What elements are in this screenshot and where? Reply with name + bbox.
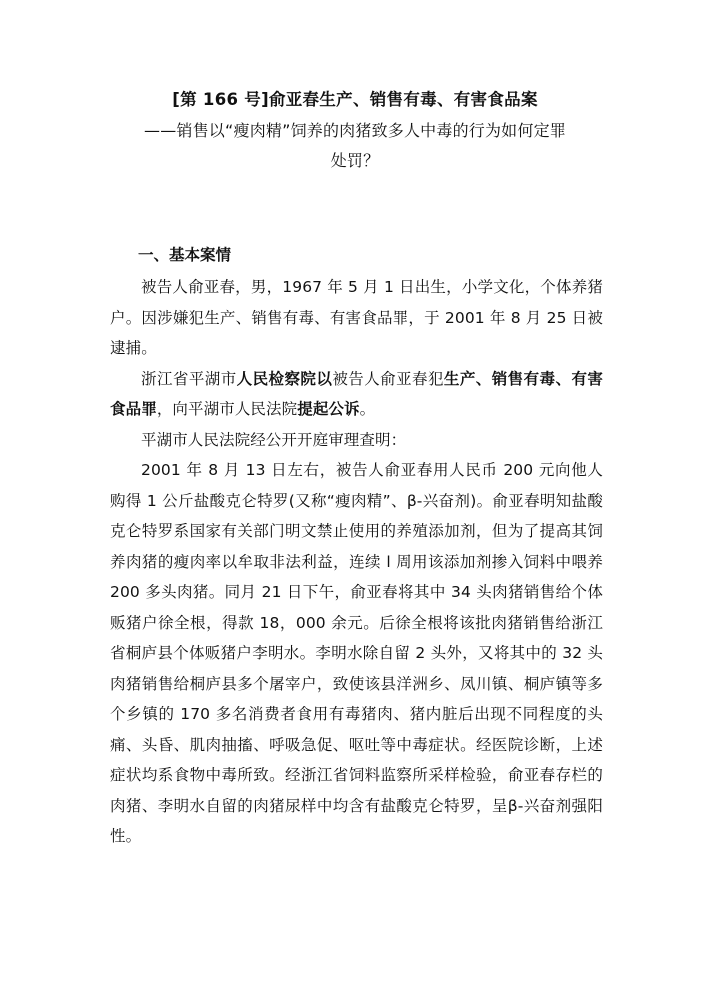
paragraph-prosecution-bold: 提起公诉 bbox=[297, 400, 360, 418]
paragraph-prosecution-text: ，向平湖市人民法院 bbox=[156, 400, 298, 418]
title-block bbox=[140, 88, 570, 176]
paragraph-defendant-info: 被告人俞亚春，男，1967 年 5 月 1 日出生，小学文化，个体养猪户。因涉嫌犯生产、销售有毒、有害食品罪，于 2001 年 8 月 25 日被逮捕。 bbox=[110, 278, 603, 357]
paragraph-prosecution-text: 。 bbox=[359, 400, 376, 418]
document-subtitle: ——销售以“瘦肉精”饲养的肉猪致多人中毒的行为如何定罪处罚？ bbox=[144, 121, 566, 170]
paragraph-prosecution-text: 被告人俞亚春犯 bbox=[332, 369, 444, 388]
document-title: [第 166 号]俞亚春生产、销售有毒、有害食品案 bbox=[172, 90, 538, 109]
section-heading: 一、基本案情 bbox=[138, 246, 232, 264]
paragraph-facts: 2001 年 8 月 13 日左右，被告人俞亚春用人民币 200 元向他人购得 1 公斤盐酸克仑特罗(又称“瘦肉精”、β-兴奋剂)。俞亚春明知盐酸克仑特罗系国家有关部门明文禁止使用的养殖添加剂，但为了提高其饲养肉猪的瘦肉率以牟取非法利益，连续 l 周用该添加剂掺入饲料中喂养 200 多头肉猪。同月 21 日下午，俞亚春将其中 34 头肉猪销售给个体贩猪户徐全根，得款 18，000 余元。后徐全根将该批肉猪销售给浙江省桐庐县个体贩猪户李明水。李明水除自留 2 头外，又将其中的 32 头肉猪销售给桐庐县多个屠宰户，致使该县洋洲乡、凤川镇、桐庐镇等多个乡镇的 170 多名消费者食用有毒猪肉、猪内脏后出现不同程度的头痛、头昏、肌肉抽搐、呼吸急促、呕吐等中毒症状。经医院诊断，上述症状均系食物中毒所致。经浙江省饲料监察所采样检验，俞亚春存栏的肉猪、李明水自留的肉猪尿样中均含有盐酸克仑特罗，呈β-兴奋剂强阳性。 bbox=[110, 461, 603, 845]
paragraph-prosecution-bold: 人民检察院以 bbox=[236, 369, 333, 388]
paragraph-prosecution-bold: 生产、销售有毒、有害食品罪 bbox=[110, 369, 603, 418]
document-body bbox=[110, 244, 603, 852]
paragraph-prosecution-text: 浙江省平湖市 bbox=[141, 369, 237, 388]
paragraph-trial-intro: 平湖市人民法院经公开开庭审理查明： bbox=[141, 430, 407, 449]
paragraph-prosecution bbox=[110, 364, 603, 425]
